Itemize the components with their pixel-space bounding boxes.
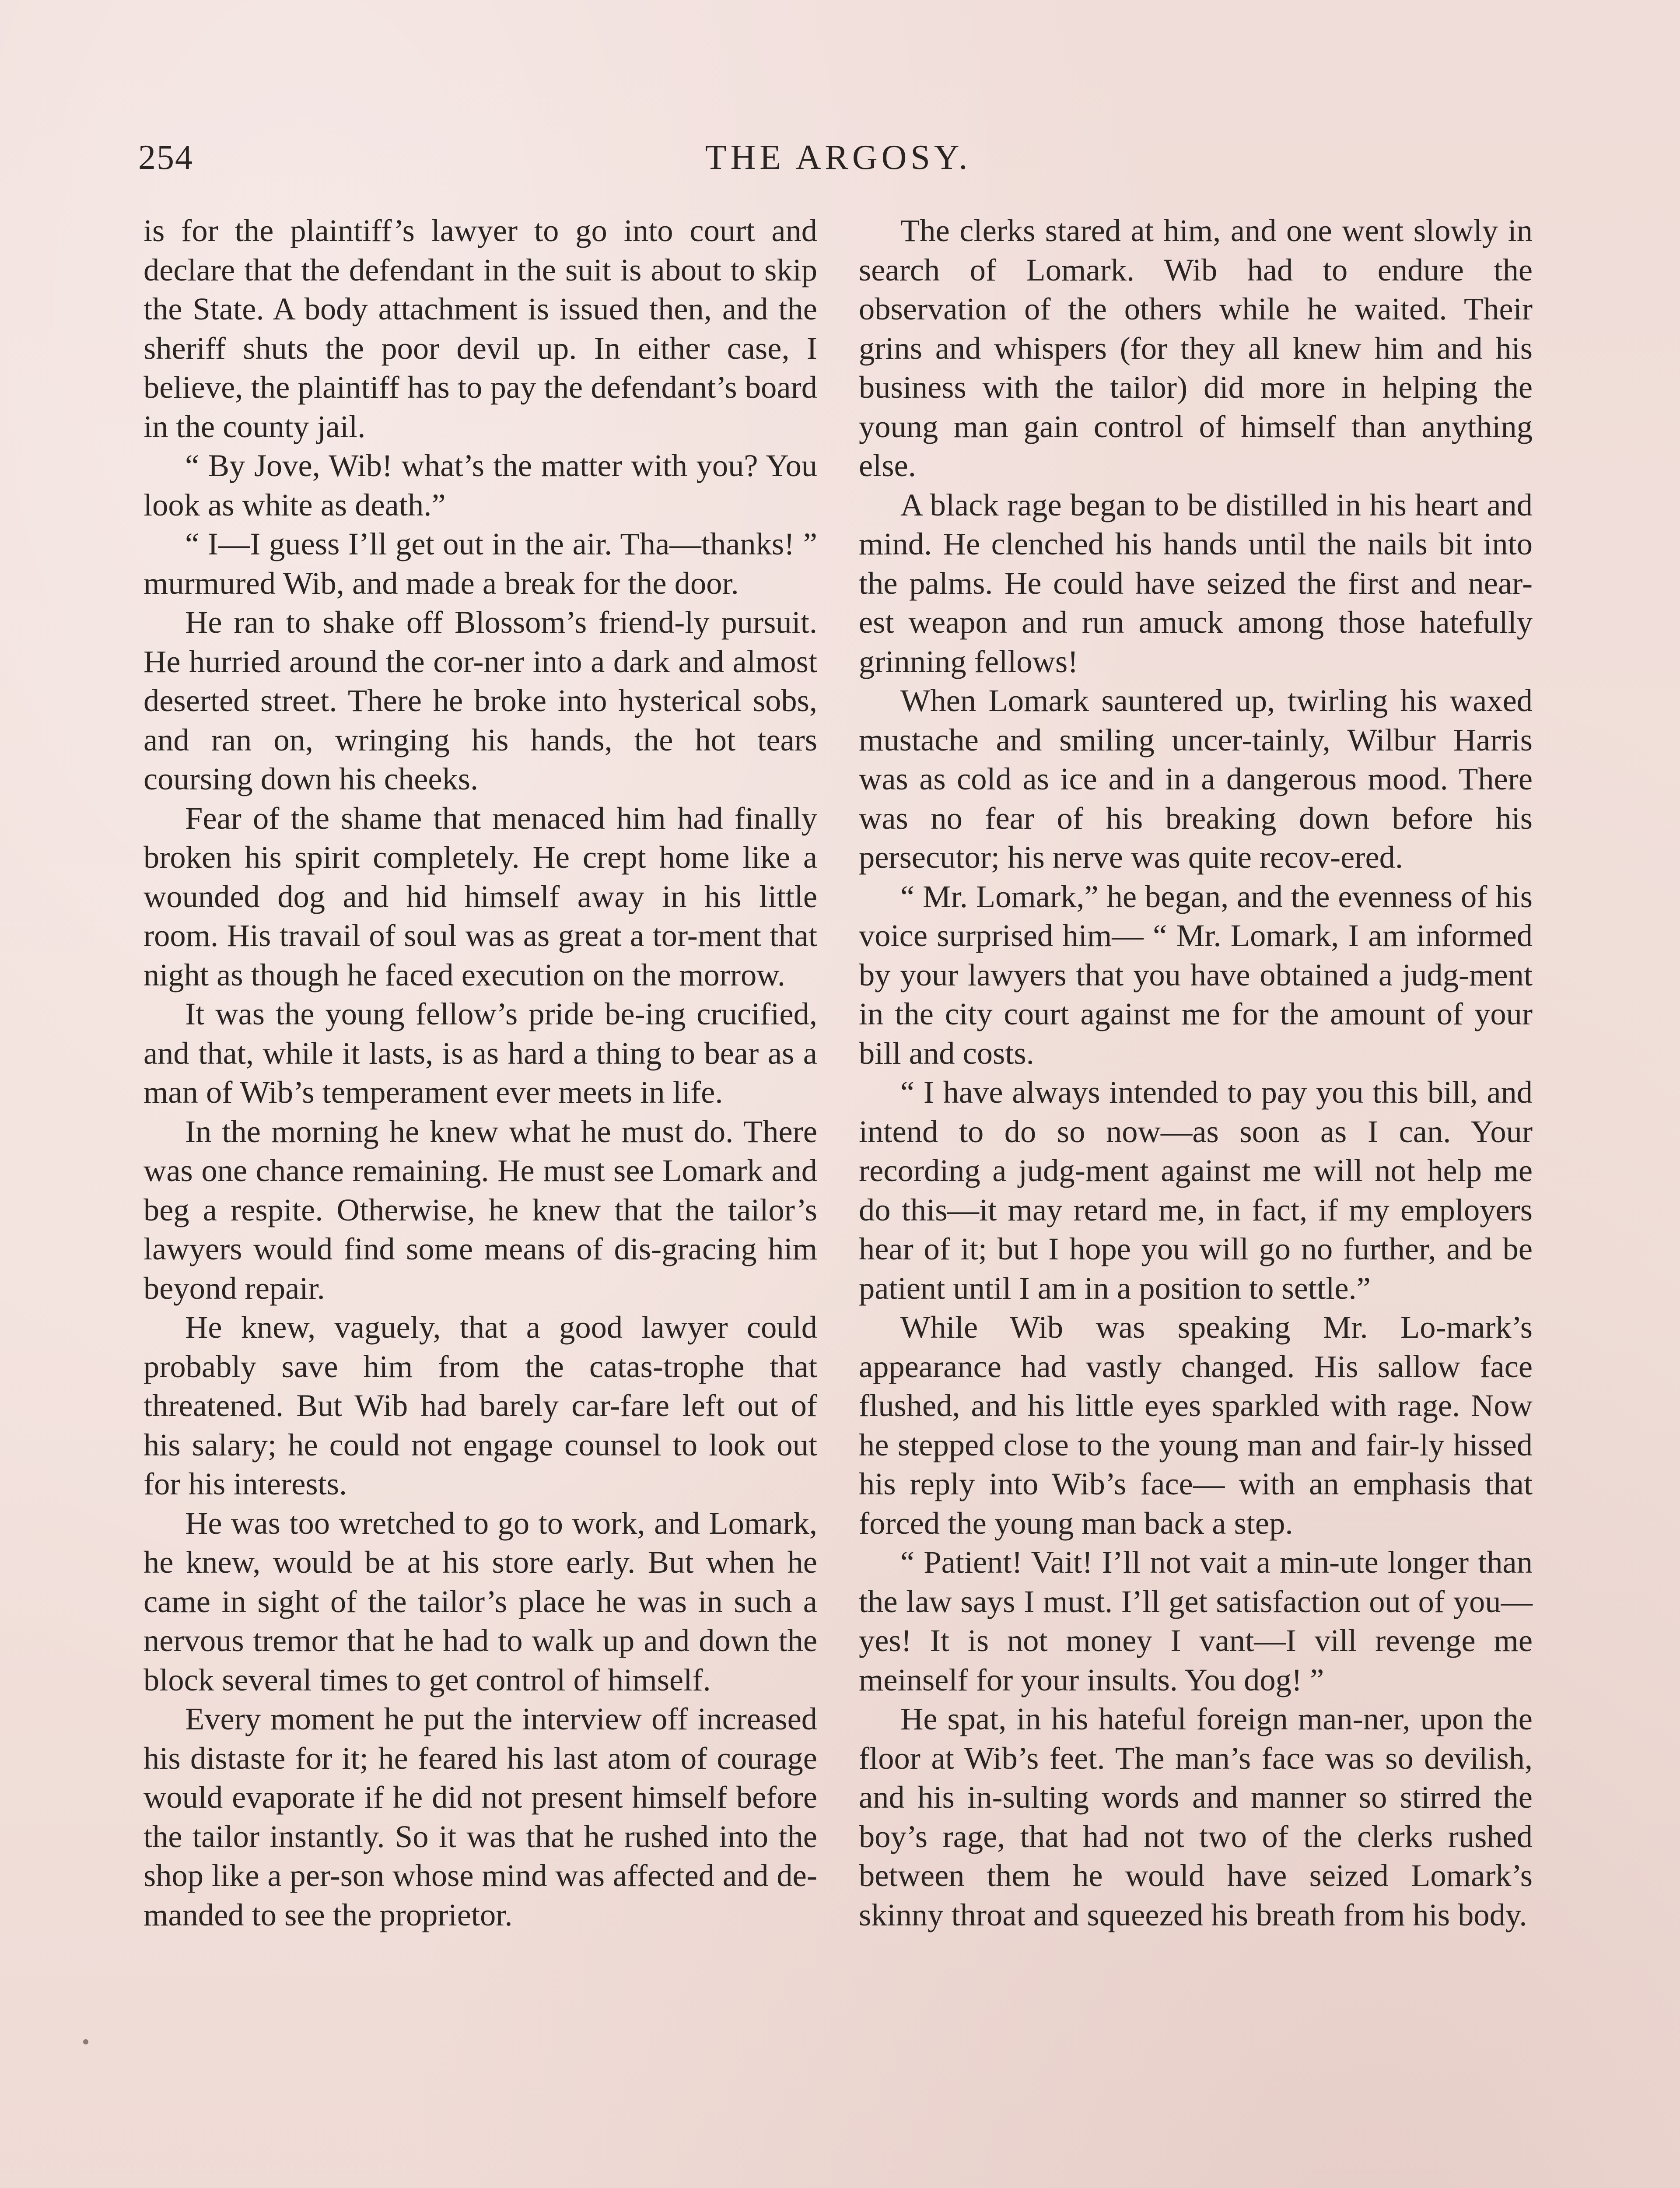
- ink-speck: [83, 2039, 88, 2044]
- page-header: [138, 131, 1538, 184]
- paragraph: The clerks stared at him, and one went slowly in search of Lomark. Wib had to endure the observation of the others while he waited. Their grins and whispers (for they all knew him and his business with the tailor) did more in helping the young man gain control of himself than anything else.: [859, 213, 1533, 483]
- paragraph: “ I have always intended to pay you this bill, and intend to do so now—as soon as I can. Your recording a judg-ment against me will not help me do this—it may retard me, in fact, if my employers hear of it; but I hope you will go no further, and be patient until I am in a position to settle.”: [859, 1074, 1533, 1306]
- paragraph: He knew, vaguely, that a good lawyer could probably save him from the catas-trophe that threatened. But Wib had barely car-fare left out of his salary; he could not engage counsel to look out for his interests.: [144, 1309, 817, 1501]
- running-head: THE ARGOSY.: [705, 138, 972, 177]
- paragraph: He spat, in his hateful foreign man-ner, upon the floor at Wib’s feet. The man’s face was so devilish, and his in-sulting words and manner so stirred the boy’s rage, that had not two of the clerks rushed between them he would have seized Lomark’s skinny throat and squeezed his breath from his body.: [859, 1701, 1533, 1932]
- paragraph: “ Mr. Lomark,” he began, and the evenness of his voice surprised him— “ Mr. Lomark, I am informed by your lawyers that you have obtained a judg-ment in the city court against me for the amount of your bill and costs.: [859, 878, 1533, 1071]
- paragraph: In the morning he knew what he must do. There was one chance remaining. He must see Lomark and beg a respite. Otherwise, he knew that the tailor’s lawyers would find some means of dis-gracing him beyond repair.: [144, 1113, 817, 1306]
- paragraph: A black rage began to be distilled in his heart and mind. He clenched his hands until the nails bit into the palms. He could have seized the first and near-est weapon and run amuck among those hatefully grinning fellows!: [859, 487, 1533, 679]
- paragraph: He ran to shake off Blossom’s friend-ly pursuit. He hurried around the cor-ner into a dark and almost deserted street. There he broke into hysterical sobs, and ran on, wringing his hands, the hot tears coursing down his cheeks.: [144, 604, 817, 796]
- page-number: 254: [138, 138, 193, 177]
- paragraph: He was too wretched to go to work, and Lomark, he knew, would be at his store early. But when he came in sight of the tailor’s place he was in such a nervous tremor that he had to walk up and down the block several times to get control of himself.: [144, 1505, 817, 1697]
- paragraph: When Lomark sauntered up, twirling his waxed mustache and smiling uncer-tainly, Wilbur Harris was as cold as ice and in a dangerous mood. There was no fear of his breaking down before his persecutor; his nerve was quite recov-ered.: [859, 683, 1533, 875]
- paragraph: Every moment he put the interview off increased his distaste for it; he feared his last atom of courage would evaporate if he did not present himself before the tailor instantly. So it was that he rushed into the shop like a per-son whose mind was affected and de-manded to see the proprietor.: [144, 1701, 817, 1932]
- paragraph: “ I—I guess I’ll get out in the air. Tha—thanks! ” murmured Wib, and made a break for the door.: [144, 526, 817, 601]
- paragraph: Fear of the shame that menaced him had finally broken his spirit completely. He crept home like a wounded dog and hid himself away in his little room. His travail of soul was as great a tor-ment that night as though he faced execution on the morrow.: [144, 800, 817, 992]
- paragraph: is for the plaintiff’s lawyer to go into court and declare that the defendant in the suit is about to skip the State. A body attachment is issued then, and the sheriff shuts the poor devil up. In either case, I believe, the plaintiff has to pay the defendant’s board in the county jail.: [144, 213, 817, 444]
- left-column: [144, 211, 817, 2188]
- paragraph: “ Patient! Vait! I’ll not vait a min-ute longer than the law says I must. I’ll get satisfaction out of you—yes! It is not money I vant—I vill revenge me meinself for your insults. You dog! ”: [859, 1544, 1533, 1697]
- paragraph: “ By Jove, Wib! what’s the matter with you? You look as white as death.”: [144, 448, 817, 522]
- paragraph: It was the young fellow’s pride be-ing crucified, and that, while it lasts, is as hard a thing to bear as a man of Wib’s temperament ever meets in life.: [144, 996, 817, 1110]
- paragraph: While Wib was speaking Mr. Lo-mark’s appearance had vastly changed. His sallow face flushed, and his little eyes sparkled with rage. Now he stepped close to the young man and fair-ly hissed his reply into Wib’s face— with an emphasis that forced the young man back a step.: [859, 1309, 1533, 1541]
- right-column: [859, 211, 1533, 2188]
